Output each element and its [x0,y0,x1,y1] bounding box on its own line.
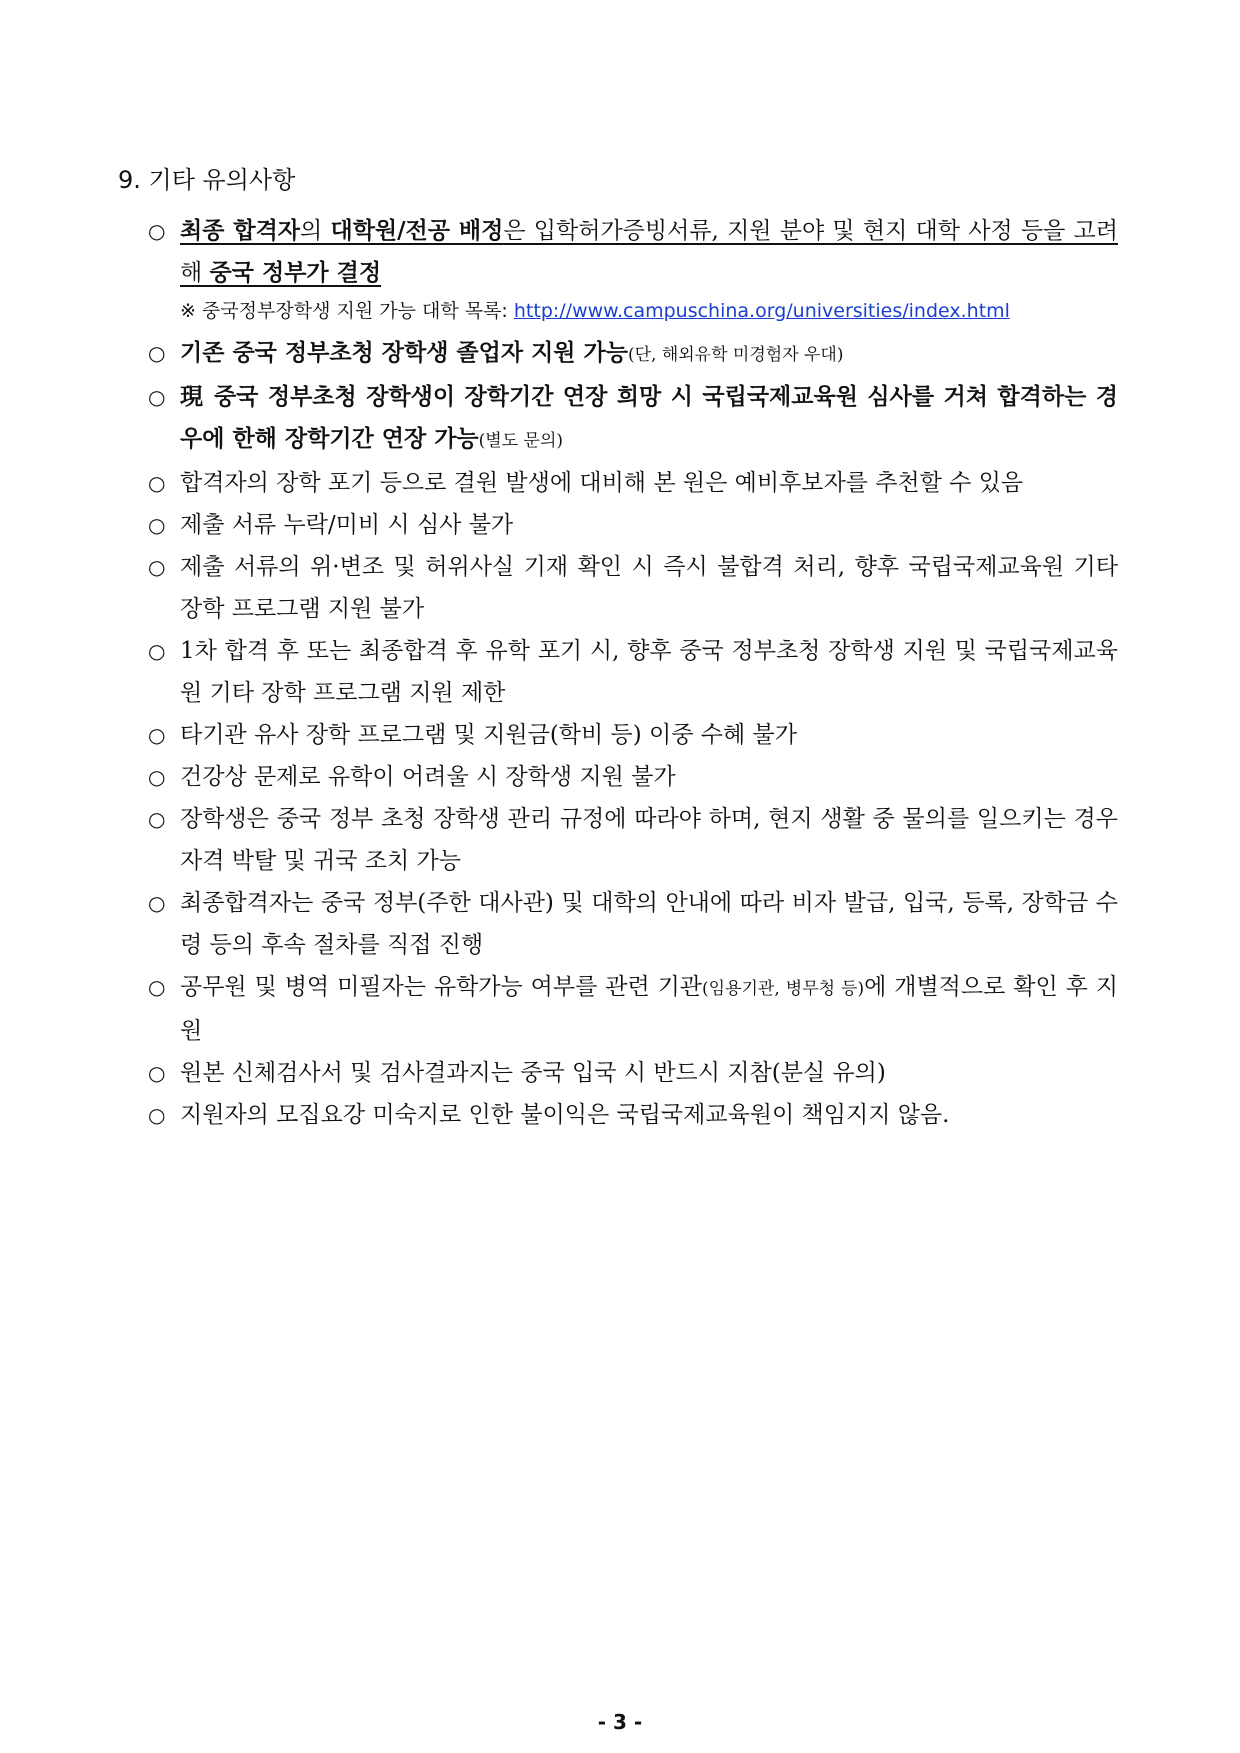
list-item-double-benefit: ○ 타기관 유사 장학 프로그램 및 지원금(학비 등) 이중 수혜 불가 [118,714,1118,756]
bullet-icon: ○ [148,555,166,579]
list-item-assignment: ○ 최종 합격자의 대학원/전공 배정은 입학허가증빙서류, 지원 분야 및 현지 대학 사정 등을 고려해 중국 정부가 결정 [118,210,1118,294]
university-list-link[interactable]: http://www.campuschina.org/universities/index.html [513,300,1010,322]
bullet-icon: ○ [148,975,166,999]
list-item-procedures: ○ 최종합격자는 중국 정부(주한 대사관) 및 대학의 안내에 따라 비자 발급, 입국, 등록, 장학금 수령 등의 후속 절차를 직접 진행 [118,882,1118,966]
bullet-icon: ○ [148,723,166,747]
list-item-missing-docs: ○ 제출 서류 누락/미비 시 심사 불가 [118,504,1118,546]
section-title: 9. 기타 유의사항 [118,166,296,194]
university-list-note: ※ 중국정부장학생 지원 가능 대학 목록: http://www.campuschina.org/universities/index.html [180,300,1010,322]
list-item-forgery: ○ 제출 서류의 위·변조 및 허위사실 기재 확인 시 즉시 불합격 처리, 향후 국립국제교육원 기타 장학 프로그램 지원 불가 [118,546,1118,630]
bullet-icon: ○ [148,807,166,831]
document-body [118,160,1118,1136]
bullet-icon: ○ [148,341,166,365]
list-item-disclaimer: ○ 지원자의 모집요강 미숙지로 인한 불이익은 국립국제교육원이 책임지지 않음. [118,1094,1118,1136]
list-item-extension: ○ 現 중국 정부초청 장학생이 장학기간 연장 희망 시 국립국제교육원 심사를 거쳐 합격하는 경우에 한해 장학기간 연장 가능(별도 문의) [118,376,1118,462]
bullet-icon: ○ [148,891,166,915]
list-item-regulations: ○ 장학생은 중국 정부 초청 장학생 관리 규정에 따라야 하며, 현지 생활 중 물의를 일으키는 경우 자격 박탈 및 귀국 조치 가능 [118,798,1118,882]
list-item-health-check: ○ 원본 신체검사서 및 검사결과지는 중국 입국 시 반드시 지참(분실 유의) [118,1052,1118,1094]
list-item-graduates: ○ 기존 중국 정부초청 장학생 졸업자 지원 가능(단, 해외유학 미경험자 우대) [118,332,1118,376]
list-item-reserve: ○ 합격자의 장학 포기 등으로 결원 발생에 대비해 본 원은 예비후보자를 추천할 수 있음 [118,462,1118,504]
bullet-icon: ○ [148,639,166,663]
bullet-icon: ○ [148,1103,166,1127]
bullet-icon: ○ [148,765,166,789]
bullet-icon: ○ [148,385,166,409]
bullet-icon: ○ [148,219,166,243]
bullet-icon: ○ [148,471,166,495]
list-item-civil-servants: ○ 공무원 및 병역 미필자는 유학가능 여부를 관련 기관(임용기관, 병무청 등)에 개별적으로 확인 후 지원 [118,966,1118,1052]
bullet-icon: ○ [148,1061,166,1085]
page-number: - 3 - [597,1710,643,1734]
bullet-icon: ○ [148,513,166,537]
list-item-withdrawal: ○ 1차 합격 후 또는 최종합격 후 유학 포기 시, 향후 중국 정부초청 장학생 지원 및 국립국제교육원 기타 장학 프로그램 지원 제한 [118,630,1118,714]
list-item-health: ○ 건강상 문제로 유학이 어려울 시 장학생 지원 불가 [118,756,1118,798]
